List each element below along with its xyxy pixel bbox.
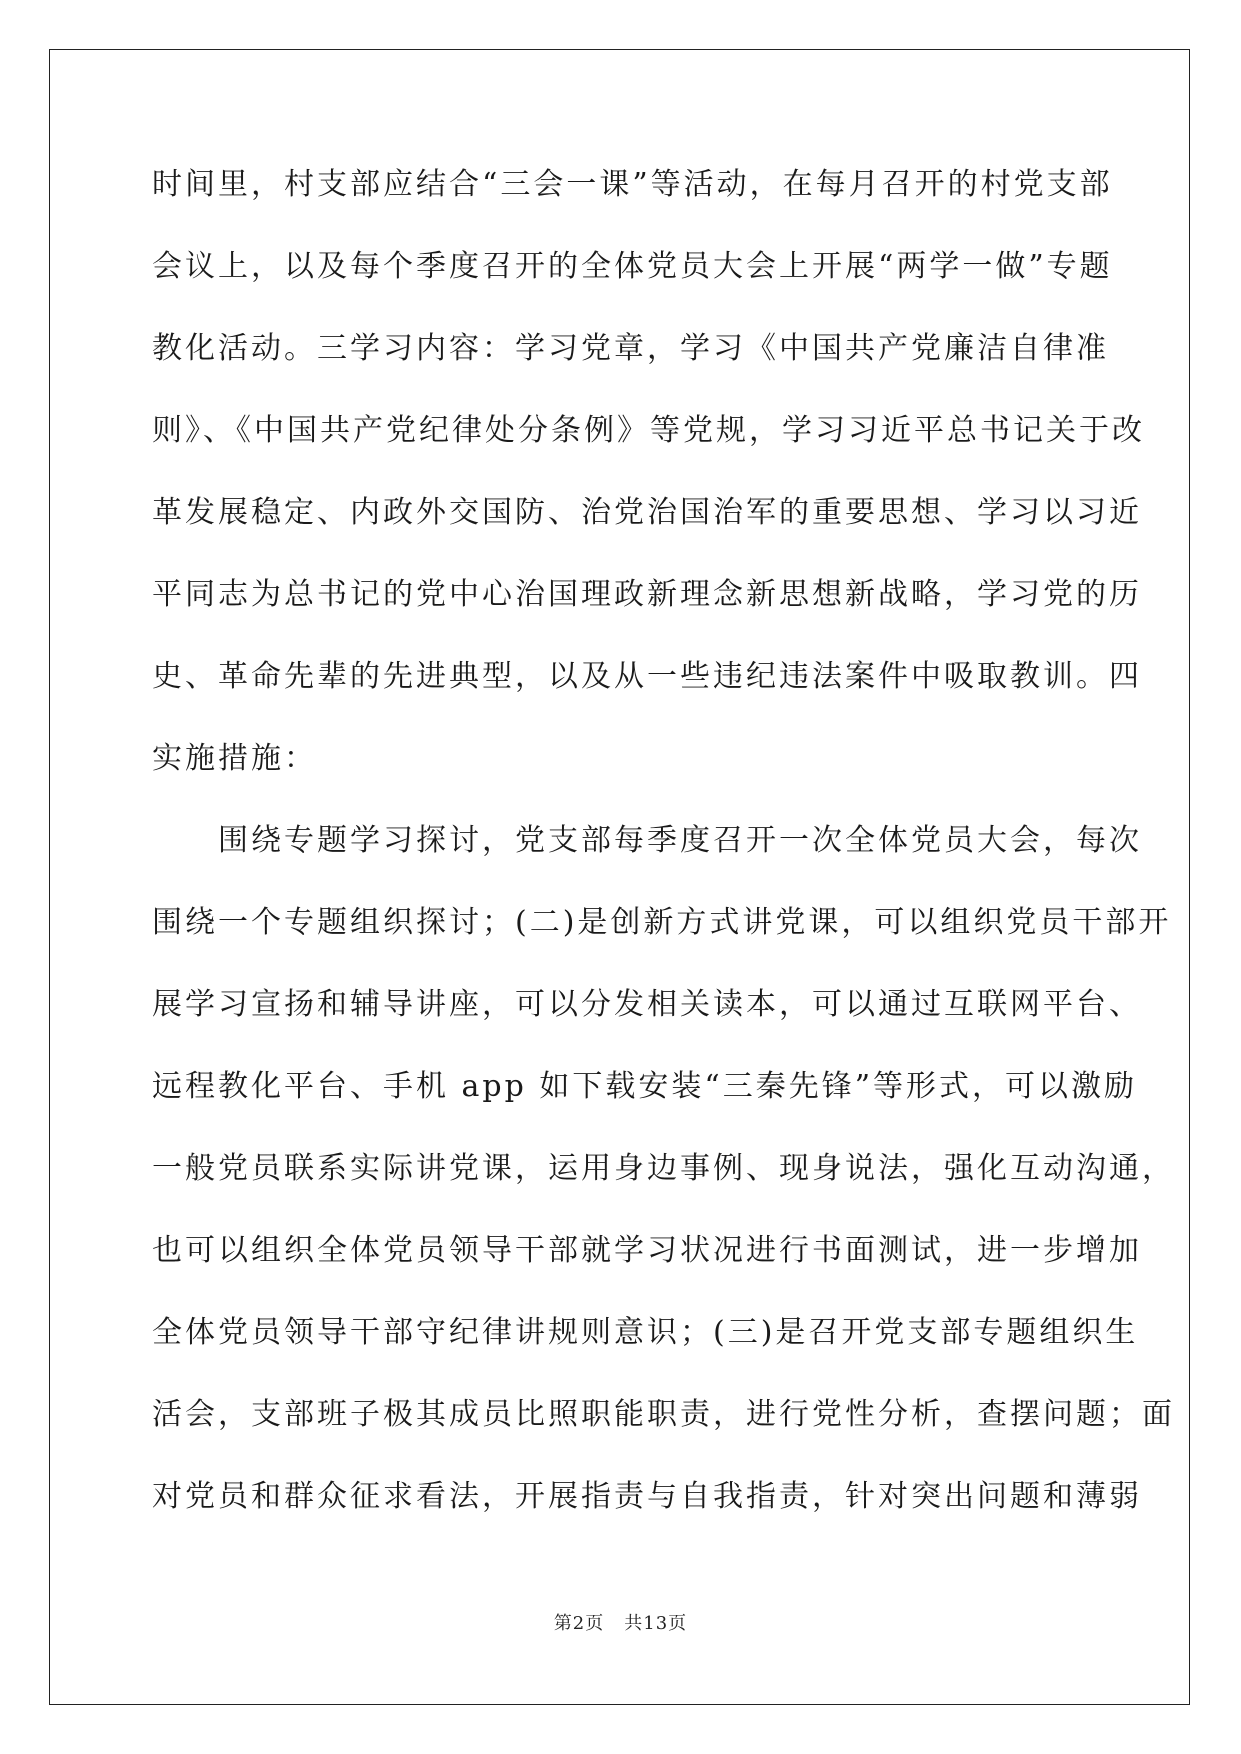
page-number: 第2页: [553, 1613, 605, 1634]
text-line: 教化活动。三学习内容：学习党章，学习《中国共产党廉洁自律准: [152, 331, 1109, 366]
text-line: 则》、《中国共产党纪律处分条例》等党规，学习习近平总书记关于改: [152, 413, 1145, 448]
text-line: 活会，支部班子极其成员比照职能职责，进行党性分析，查摆问题；面: [152, 1397, 1175, 1432]
text-line: 革发展稳定、内政外交国防、治党治国治军的重要思想、学习以习近: [152, 495, 1142, 530]
text-line: 围绕专题学习探讨，党支部每季度召开一次全体党员大会，每次: [152, 823, 1142, 858]
text-line: 围绕一个专题组织探讨；(二)是创新方式讲党课，可以组织党员干部开: [152, 905, 1172, 940]
text-line: 也可以组织全体党员领导干部就学习状况进行书面测试，进一步增加: [152, 1233, 1142, 1268]
text-line: 全体党员领导干部守纪律讲规则意识；(三)是召开党支部专题组织生: [152, 1315, 1139, 1350]
text-line: 时间里，村支部应结合“三会一课”等活动，在每月召开的村党支部: [152, 167, 1113, 202]
document-body: [152, 160, 1175, 1554]
page-footer: [0, 1612, 1241, 1636]
text-line: 展学习宣扬和辅导讲座，可以分发相关读本，可以通过互联网平台、: [152, 987, 1142, 1022]
text-line: 史、革命先辈的先进典型，以及从一些违纪违法案件中吸取教训。四: [152, 659, 1142, 694]
text-line: 一般党员联系实际讲党课，运用身边事例、现身说法，强化互动沟通，: [152, 1151, 1175, 1186]
text-line: 实施措施：: [152, 741, 317, 776]
text-line: 对党员和群众征求看法，开展指责与自我指责，针对突出问题和薄弱: [152, 1479, 1142, 1514]
page-total: 共13页: [624, 1613, 688, 1634]
text-line: 平同志为总书记的党中心治国理政新理念新思想新战略，学习党的历: [152, 577, 1142, 612]
text-line: 会议上，以及每个季度召开的全体党员大会上开展“两学一做”专题: [152, 249, 1113, 284]
text-line: 远程教化平台、手机 app 如下载安装“三秦先锋”等形式，可以激励: [152, 1069, 1138, 1104]
